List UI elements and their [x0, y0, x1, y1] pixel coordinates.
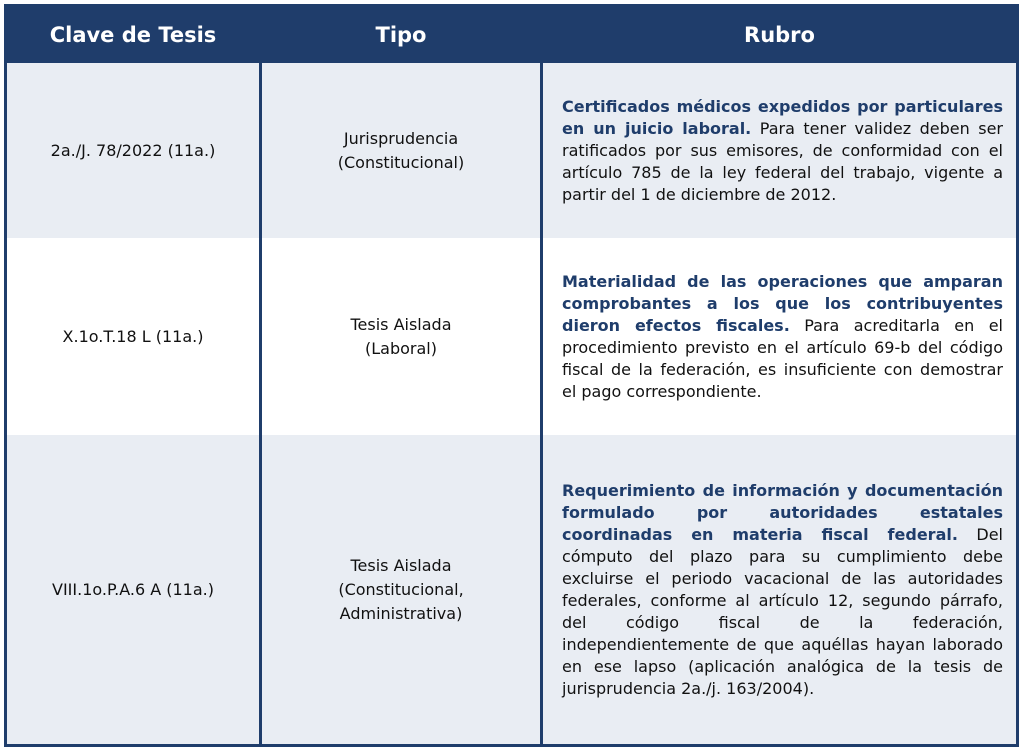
header-tipo: Tipo [375, 23, 427, 47]
rubro-body: Del cómputo del plazo para su cumplimiento debe excluirse el periodo vacacional de las autoridades federales, conforme al artículo 12, segundo párrafo, del código fiscal de la federación, independientemente de que aquéllas hayan laborado en ese lapso (aplicación analógica de la tesis de jurisprudencia 2a./j. 163/2004). [562, 524, 1004, 698]
table-row [7, 435, 1016, 744]
table-row [7, 63, 1016, 238]
clave-cell: X.1o.T.18 L (11a.) [62, 326, 204, 346]
header-clave: Clave de Tesis [49, 23, 217, 47]
rubro-body: Para acreditarla en el procedimiento previsto en el artículo 69-b del código fiscal de la federación, es insuficiente con demostrar el pago correspondiente. [562, 315, 1003, 401]
tipo-cell: Tesis Aislada (Laboral) [350, 314, 452, 358]
table-row [7, 238, 1016, 435]
table-header [7, 7, 1016, 63]
clave-cell: VIII.1o.P.A.6 A (11a.) [52, 579, 214, 599]
clave-cell: 2a./J. 78/2022 (11a.) [50, 140, 216, 160]
rubro-title: Certificados médicos expedidos por particulares en un juicio laboral. [562, 96, 1003, 138]
column-divider [540, 63, 543, 744]
tesis-table [4, 4, 1019, 747]
rubro-body: Para tener validez deben ser ratificados por sus emisores, de conformidad con el artículo 785 de la ley federal del trabajo, vigente a partir del 1 de diciembre de 2012. [562, 118, 1004, 204]
column-divider [259, 63, 262, 744]
tipo-cell: Jurisprudencia (Constitucional) [337, 128, 465, 172]
header-rubro: Rubro [744, 23, 815, 47]
rubro-cell [562, 63, 1003, 238]
rubro-title: Materialidad de las operaciones que amparan comprobantes a los que los contribuyentes dieron efectos fiscales. [562, 271, 1003, 335]
tipo-cell: Tesis Aislada (Constitucional, Administrativa) [338, 555, 464, 623]
rubro-title: Requerimiento de información y documentación formulado por autoridades estatales coordinadas en materia fiscal federal. [562, 480, 1003, 544]
rubro-cell [562, 435, 1003, 744]
rubro-cell [562, 238, 1003, 435]
